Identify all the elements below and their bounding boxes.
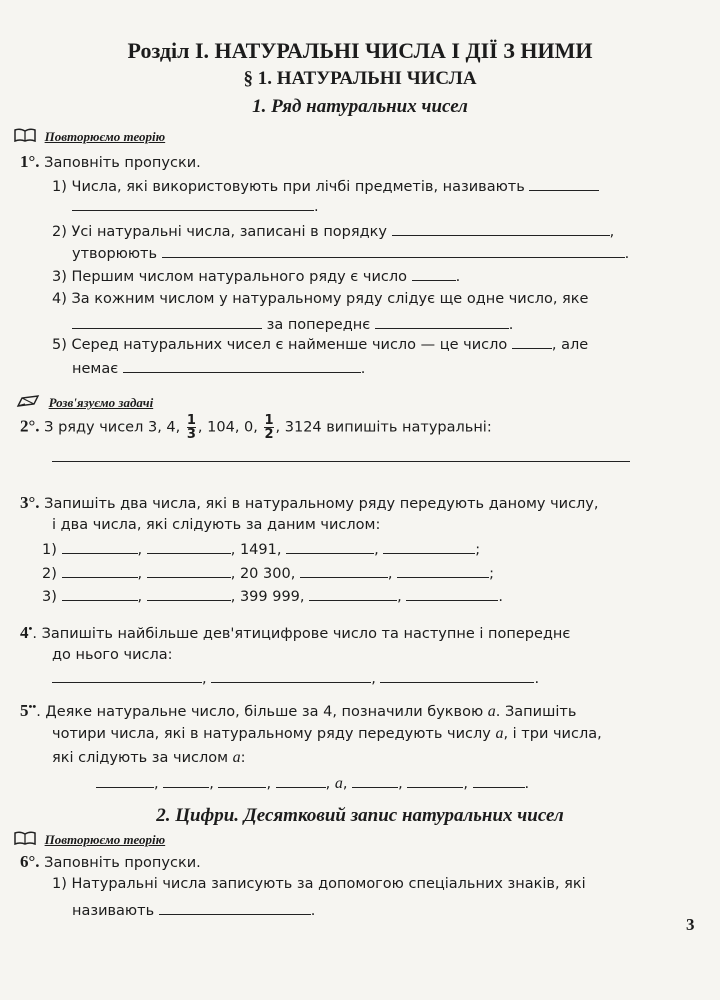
answer-blank[interactable]: [147, 541, 231, 554]
answer-blank[interactable]: [211, 670, 371, 683]
answer-blank[interactable]: [473, 775, 525, 788]
section-title: § 1. НАТУРАЛЬНІ ЧИСЛА: [243, 68, 477, 89]
answer-blank[interactable]: [147, 565, 231, 578]
task1-item1: 1) Числа, які використовують при лічбі предметів, називають: [52, 178, 599, 195]
answer-blank[interactable]: [512, 336, 552, 349]
task5-line2: чотири числа, які в натуральному ряду передують числу a, і три числа,: [52, 725, 602, 742]
answer-blank[interactable]: [62, 588, 138, 601]
task1-item4-line2: за попереднє .: [72, 316, 513, 333]
task1-item4: 4) За кожним числом у натуральному ряду слідує ще одне число, яке: [52, 291, 589, 307]
task3-row3: 3) , , 399 999, , .: [42, 589, 503, 605]
task1-item3: 3) Першим числом натурального ряду є число .: [52, 269, 461, 285]
task3-line2: і два числа, які слідують за даним числом:: [52, 517, 381, 533]
task4-answers: , , .: [52, 670, 539, 687]
answer-blank[interactable]: [62, 565, 138, 578]
task5-line1: 5••. Деяке натуральне число, більше за 4, позначили буквою a. Запишіть: [20, 701, 577, 720]
task5-line3: які слідують за числом a:: [52, 749, 246, 766]
theory-label-1: Повторюємо теорію: [14, 128, 165, 146]
task1-item2: 2) Усі натуральні числа, записані в порядку ,: [52, 224, 615, 240]
task3-line1: 3°. Запишіть два числа, які в натуральному ряду передують даному числу,: [20, 493, 599, 512]
theory-label-2: Повторюємо теорію: [14, 831, 165, 849]
task4-line2: до нього числа:: [52, 647, 173, 663]
answer-blank[interactable]: [52, 670, 202, 683]
task5-answers: , , , , a, , , .: [96, 775, 529, 792]
answer-blank[interactable]: [218, 775, 266, 788]
answer-blank[interactable]: [407, 775, 463, 788]
answer-blank[interactable]: [72, 198, 314, 211]
answer-blank[interactable]: [162, 245, 625, 258]
answer-blank[interactable]: [147, 588, 231, 601]
answer-blank[interactable]: [380, 670, 534, 683]
page-number: 3: [686, 915, 695, 934]
answer-blank[interactable]: [383, 541, 475, 554]
task1-item5-line2: немає .: [72, 361, 366, 377]
answer-blank[interactable]: [412, 268, 456, 281]
book-icon: [14, 831, 36, 849]
answer-blank[interactable]: [406, 588, 498, 601]
answer-blank[interactable]: [352, 775, 398, 788]
task4-line1: 4•. Запишіть найбільше дев'ятицифрове число та наступне і попереднє: [20, 623, 571, 642]
answer-blank[interactable]: [96, 775, 154, 788]
answer-blank[interactable]: [375, 316, 509, 329]
chapter-title: Розділ I. НАТУРАЛЬНІ ЧИСЛА І ДІЇ З НИМИ: [127, 38, 593, 63]
task1-item2-line2: утворюють .: [72, 246, 630, 262]
task6-item1-line2: називають .: [72, 903, 316, 919]
answer-blank[interactable]: [62, 541, 138, 554]
tasks-label: Розв'язуємо задачі: [16, 394, 153, 412]
task3-row2: 2) , , 20 300, , ;: [42, 566, 495, 582]
fraction-one-third: $\frac{1}{3}$: [186, 413, 196, 442]
answer-blank[interactable]: [300, 565, 388, 578]
answer-blank[interactable]: [72, 316, 262, 329]
pencil-icon: [16, 394, 40, 412]
task6-item1: 1) Натуральні числа записують за допомогою спеціальних знаків, які: [52, 876, 586, 892]
answer-blank[interactable]: [392, 223, 610, 236]
answer-blank[interactable]: [163, 775, 209, 788]
task1-item1-line2: .: [72, 198, 319, 215]
answer-blank[interactable]: [286, 541, 374, 554]
task6-header: 6°. Заповніть пропуски.: [20, 852, 201, 871]
task1-header: 1°. Заповніть пропуски.: [20, 152, 201, 171]
answer-blank[interactable]: [397, 565, 489, 578]
answer-blank[interactable]: [529, 178, 599, 191]
book-icon: [14, 128, 36, 146]
answer-blank[interactable]: [123, 360, 361, 373]
task2: 2°. З ряду чисел 3, 4, $\frac{1}{3}$ , 104, 0, $\frac{1}{2}$ , 3124 випишіть натуральні:: [20, 413, 492, 442]
task3-row1: 1) , , 1491, , ;: [42, 542, 481, 558]
subsection-title-1: 1. Ряд натуральних чисел: [252, 96, 468, 117]
fraction-one-half: $\frac{1}{2}$: [264, 413, 274, 442]
answer-blank[interactable]: [309, 588, 397, 601]
subsection-title-2: 2. Цифри. Десятковий запис натуральних чисел: [156, 805, 564, 826]
answer-line[interactable]: [52, 461, 630, 462]
answer-blank[interactable]: [276, 775, 326, 788]
answer-blank[interactable]: [159, 902, 311, 915]
task1-item5: 5) Серед натуральних чисел є найменше число — це число , але: [52, 337, 589, 353]
